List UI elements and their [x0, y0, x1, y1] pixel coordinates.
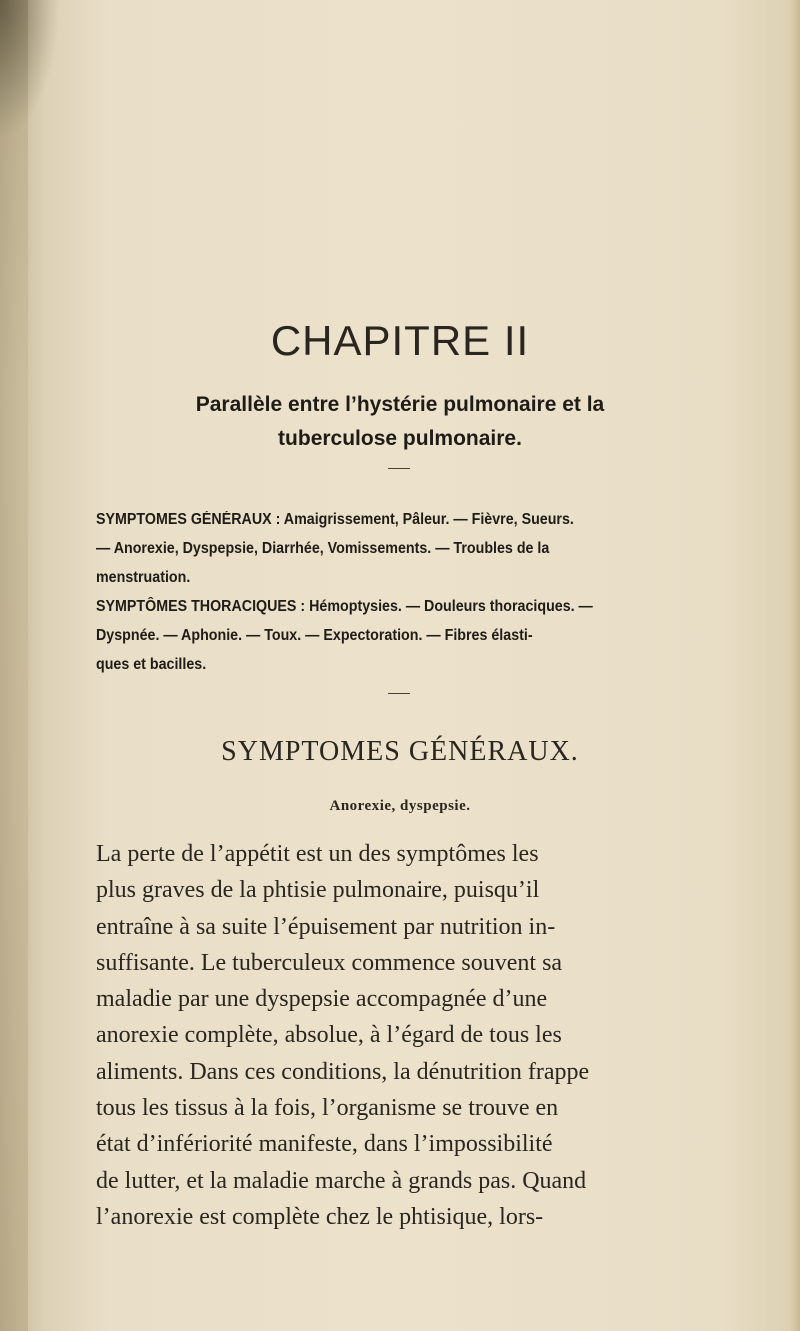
- chapter-subtitle: [140, 388, 660, 456]
- summary-general: [96, 505, 659, 592]
- summary-general-text: Amaigrissement, Pâleur. — Fièvre, Sueurs.: [283, 511, 574, 528]
- body-line: anorexie complète, absolue, à l’égard de tous les: [96, 1022, 562, 1049]
- body-line: suffisante. Le tuberculeux commence souvent sa: [96, 949, 563, 976]
- body-line: état d’infériorité manifeste, dans l’impossibilité: [96, 1131, 553, 1158]
- body-line: l’anorexie est complète chez le phtisique, lors-: [96, 1203, 544, 1230]
- chapter-subtitle-line: tuberculose pulmonaire.: [278, 427, 522, 450]
- body-line: plus graves de la phtisie pulmonaire, puisqu’il: [96, 877, 540, 904]
- page-binding-edge: [0, 0, 28, 1331]
- section-subheading: Anorexie, dyspepsie.: [329, 798, 471, 814]
- summary-thoracic-text: Hémoptysies. — Douleurs thoraciques. —: [309, 598, 593, 615]
- divider-dash: [388, 468, 410, 469]
- summary-general-text: menstruation.: [96, 569, 191, 586]
- summary-thoracic-label: SYMPTÔMES THORACIQUES :: [96, 598, 306, 615]
- summary-thoracic-text: ques et bacilles.: [96, 656, 207, 673]
- body-line: La perte de l’appétit est un des symptômes les: [96, 841, 539, 867]
- summary-general-label: SYMPTOMES GÉNÉRAUX :: [96, 511, 281, 528]
- divider-dash: [388, 693, 410, 694]
- chapter-heading: CHAPITRE II: [270, 317, 530, 364]
- body-line: maladie par une dyspepsie accompagnée d’une: [96, 986, 548, 1013]
- body-line: entraîne à sa suite l’épuisement par nutrition in-: [96, 913, 556, 940]
- body-line: aliments. Dans ces conditions, la dénutrition frappe: [96, 1058, 590, 1085]
- body-line: de lutter, et la maladie marche à grands pas. Quand: [96, 1167, 587, 1194]
- chapter-subtitle-line: Parallèle entre l’hystérie pulmonaire et la: [195, 393, 605, 416]
- body-line: tous les tissus à la fois, l’organisme se trouve en: [96, 1095, 559, 1122]
- summary-general-text: — Anorexie, Dyspepsie, Diarrhée, Vomissements. — Troubles de la: [96, 540, 550, 557]
- page-corner-shadow: [0, 0, 60, 140]
- summary-thoracic-text: Dyspnée. — Aphonie. — Toux. — Expectoration. — Fibres élasti-: [96, 627, 533, 644]
- body-paragraph: [96, 836, 710, 1235]
- section-heading: SYMPTOMES GÉNÉRAUX.: [221, 736, 579, 767]
- summary-thoracic: [96, 592, 659, 679]
